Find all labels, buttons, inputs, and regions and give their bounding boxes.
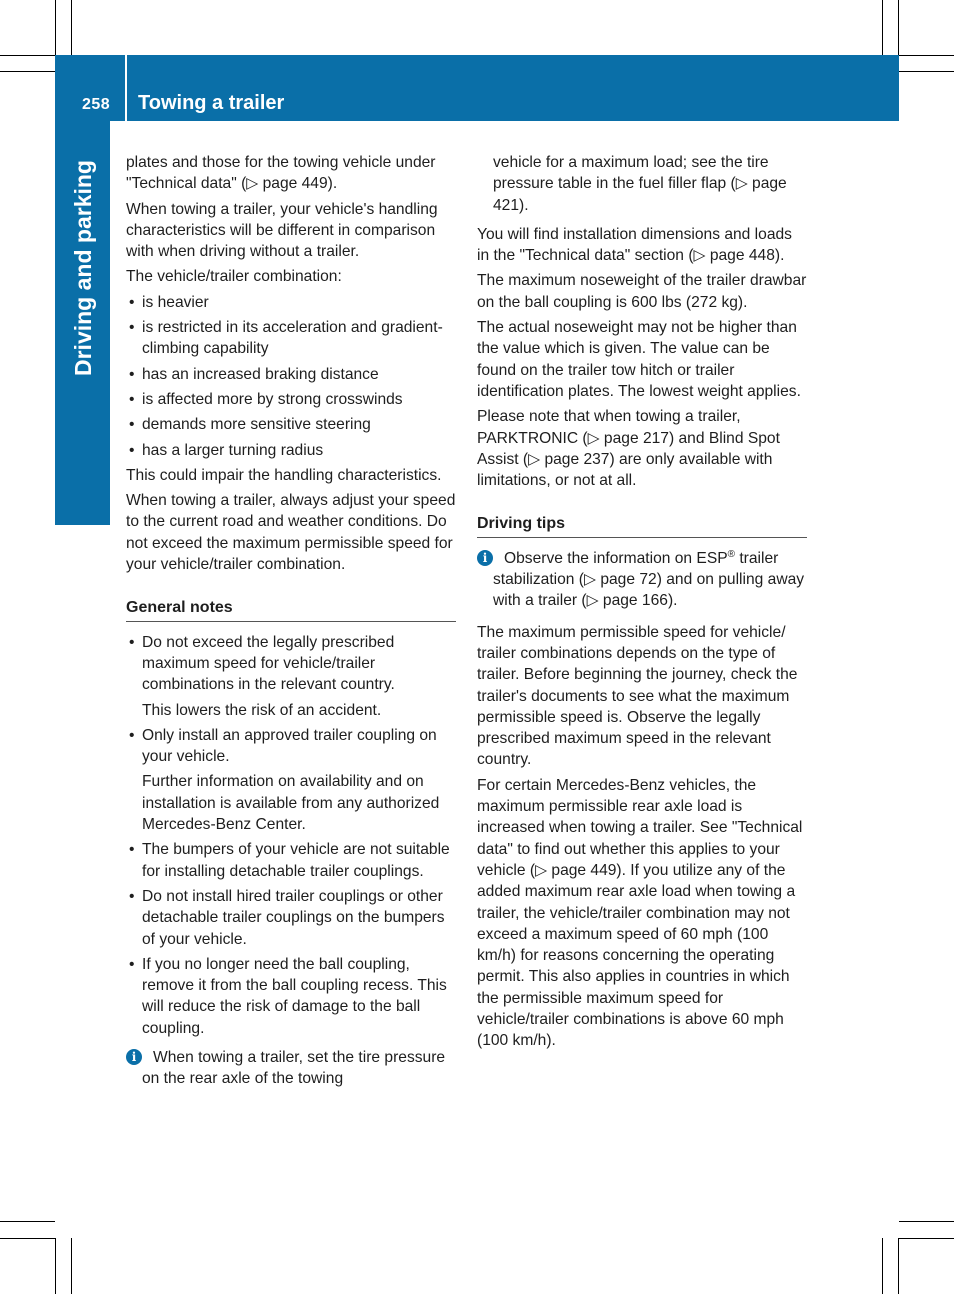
list-item: • has an increased braking distance [126,364,456,385]
list-item-text: Only install an approved trailer coupling on your vehicle. [142,726,437,766]
paragraph: For certain Mercedes-Benz vehicles, the maximum permissible rear axle load is increased when towing a trailer. See "Technical data" to find out whether this applies to your vehicle (▷ page 449). If you utilize any of the added maximum rear axle load when towing a trailer, the vehicle/trailer combination may not exceed a maximum speed of 60 mph (100 km/h) for reasons concerning the operating permit. This also applies in countries in which the permissible maximum speed for vehicle/trailer combinations is above 60 mph (100 km/h). [477,776,803,1050]
info-note [126,1047,456,1090]
list-item-subtext: This lowers the risk of an accident. [142,701,382,719]
paragraph: When towing a trailer, always adjust your speed to the current road and weather conditions. Do not exceed the maximum permissible speed for your vehicle/trailer combination. [126,492,456,574]
crop-mark [55,1238,56,1294]
list-item-text: The bumpers of your vehicle are not suitable for installing detachable trailer couplings. [142,841,450,880]
esp-info-note [477,548,807,612]
crop-mark [899,1221,954,1222]
list-item: • demands more sensitive steering [126,414,456,435]
list-item [126,886,456,950]
paragraph: You will find installation dimensions and loads in the "Technical data" section (▷ page 448). [477,225,792,265]
crop-mark [898,0,899,55]
crop-mark [882,1238,883,1294]
crop-mark [899,71,954,72]
crop-mark [71,0,72,55]
crop-mark [0,71,55,72]
list-item: • is heavier [126,292,456,313]
info-icon: i [126,1049,142,1065]
list-item-text: Do not exceed the legally prescribed maximum speed for vehicle/trailer combinations in the relevant country. [142,633,395,694]
list-item-text: If you no longer need the ball coupling, remove it from the ball coupling recess. This will reduce the risk of damage to the ball coupling. [142,955,447,1037]
paragraph: This could impair the handling characteristics. [126,466,442,484]
left-column [126,152,456,1096]
general-notes-list [126,632,456,1039]
combination-list [126,292,456,461]
section-title: Towing a trailer [138,92,285,114]
paragraph: The maximum noseweight of the trailer drawbar on the ball coupling is 600 lbs (272 kg). [477,272,807,311]
side-tab-label-wrap [55,121,110,471]
list-item [126,839,456,882]
paragraph: When towing a trailer, your vehicle's handling characteristics will be different in comparison with when driving without a trailer. [126,200,438,261]
paragraph: The maximum permissible speed for vehicle/ trailer combinations depends on the type of trailer. Before beginning the journey, check the trailer's documents to see what the maximum permissible speed is. Observe the legally prescribed maximum speed in the relevant country. [477,623,798,769]
crop-mark [55,0,56,55]
crop-mark [899,55,954,56]
crop-mark [882,0,883,55]
info-note-post: trailer stabilization (▷ page 72) and on pulling away with a trailer (▷ page 166). [493,549,805,610]
list-item: • is restricted in its acceleration and gradient-climbing capability [126,317,456,360]
page-number: 258 [82,96,111,113]
crop-mark [0,55,55,56]
info-note-pre: Observe the information on ESP [504,549,728,567]
list-item-text: Do not install hired trailer couplings or other detachable trailer couplings on the bumpers of your vehicle. [142,887,445,948]
side-tab-label: Driving and parking [69,160,96,376]
list-item: • has a larger turning radius [126,440,456,461]
list-item [126,954,456,1039]
paragraph: The actual noseweight may not be higher than the value which is given. The value can be found on the trailer tow hitch or trailer identification plates. The lowest weight applies. [477,319,801,400]
info-note-text: When towing a trailer, set the tire pressure on the rear axle of the towing [142,1048,446,1088]
general-notes-heading: General notes [126,597,456,621]
driving-tips-heading: Driving tips [477,513,807,537]
paragraph: The vehicle/trailer combination: [126,268,342,286]
crop-mark [899,1238,954,1239]
info-note-continued: vehicle for a maximum load; see the tire pressure table in the fuel filler flap (▷ page 421). [493,154,787,214]
paragraph: plates and those for the towing vehicle under "Technical data" (▷ page 449). [126,154,436,193]
header-divider [125,55,127,121]
paragraph: Please note that when towing a trailer, PARKTRONIC (▷ page 217) and Blind Spot Assist (▷ page 237) are only available with limitations, or not at all. [477,408,780,490]
crop-mark [0,1221,55,1222]
list-item [126,632,456,721]
crop-mark [0,1238,55,1239]
list-item [126,725,456,835]
registered-mark: ® [727,548,736,560]
list-item-subtext: Further information on availability and on installation is available from any authorized Mercedes-Benz Center. [142,773,440,834]
info-note-text [493,550,804,610]
info-icon: i [477,550,493,566]
right-column [477,152,807,1056]
list-item: • is affected more by strong crosswinds [126,389,456,410]
crop-mark [898,1238,899,1294]
crop-mark [71,1238,72,1294]
